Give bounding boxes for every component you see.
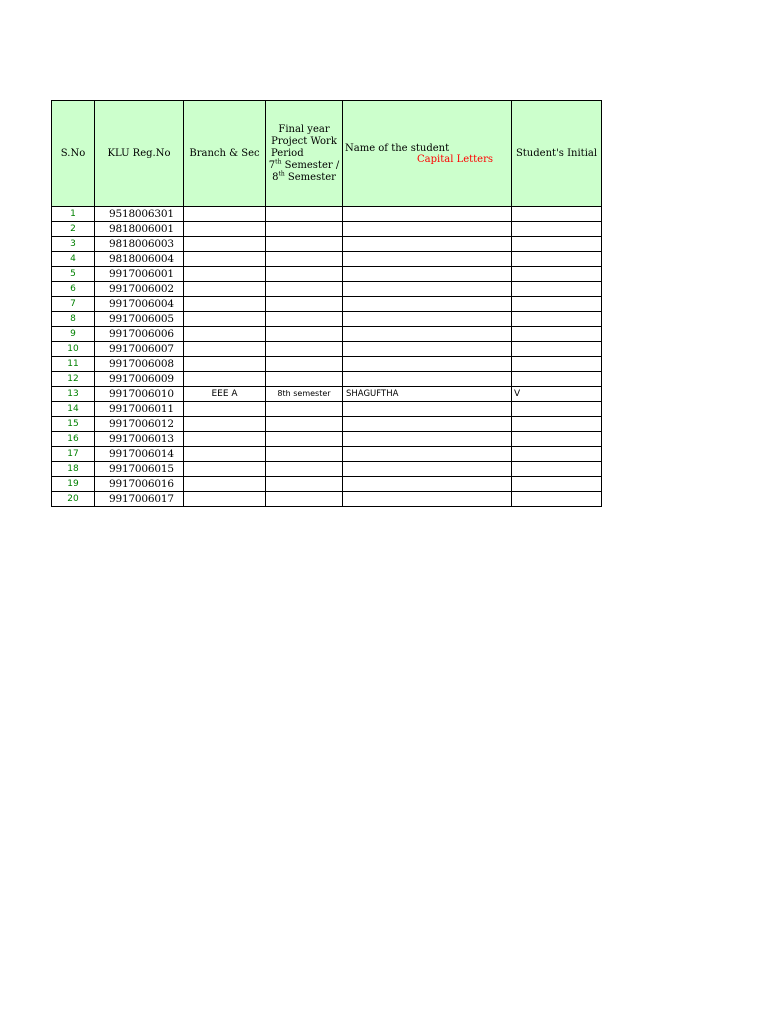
project-period-cell (266, 432, 343, 447)
student-initial-cell (512, 252, 602, 267)
table-row (52, 222, 602, 237)
header-student-name (343, 101, 512, 207)
reg-no-cell: 9917006017 (95, 492, 184, 507)
student-name-cell (343, 477, 512, 492)
branch-cell (184, 297, 266, 312)
header-period-line1: Final year (278, 123, 330, 135)
project-period-cell (266, 327, 343, 342)
reg-no-cell: 9917006016 (95, 477, 184, 492)
student-initial-cell: V (512, 387, 602, 402)
branch-cell (184, 207, 266, 222)
table-row (52, 342, 602, 357)
student-name-cell (343, 492, 512, 507)
student-initial-cell (512, 327, 602, 342)
branch-cell (184, 267, 266, 282)
sem8-suffix: th (278, 170, 285, 178)
student-name-cell (343, 237, 512, 252)
student-initial-cell (512, 312, 602, 327)
project-period-cell (266, 417, 343, 432)
student-name-cell (343, 282, 512, 297)
project-period-cell (266, 447, 343, 462)
student-initial-cell (512, 297, 602, 312)
table-row (52, 327, 602, 342)
table-row (52, 252, 602, 267)
header-period-sem8 (266, 172, 342, 184)
project-period-cell (266, 267, 343, 282)
table-row (52, 357, 602, 372)
serial-number-cell: 7 (52, 297, 95, 312)
branch-cell (184, 222, 266, 237)
student-initial-cell (512, 357, 602, 372)
project-period-cell (266, 462, 343, 477)
table-row (52, 387, 602, 402)
student-name-cell (343, 432, 512, 447)
reg-no-cell: 9917006014 (95, 447, 184, 462)
serial-number-cell: 18 (52, 462, 95, 477)
serial-number-cell: 3 (52, 237, 95, 252)
project-period-cell (266, 252, 343, 267)
branch-cell (184, 237, 266, 252)
project-period-cell (266, 372, 343, 387)
branch-cell (184, 312, 266, 327)
branch-cell (184, 432, 266, 447)
project-period-cell (266, 477, 343, 492)
reg-no-cell: 9818006001 (95, 222, 184, 237)
table-row (52, 237, 602, 252)
header-period-line2: Project Work (271, 135, 337, 147)
student-initial-cell (512, 477, 602, 492)
student-name-cell (343, 252, 512, 267)
branch-cell (184, 372, 266, 387)
reg-no-cell: 9917006004 (95, 297, 184, 312)
serial-number-cell: 16 (52, 432, 95, 447)
reg-no-cell: 9917006001 (95, 267, 184, 282)
serial-number-cell: 9 (52, 327, 95, 342)
project-period-cell (266, 342, 343, 357)
table-row (52, 312, 602, 327)
table-row (52, 462, 602, 477)
reg-no-cell: 9818006004 (95, 252, 184, 267)
student-name-cell: SHAGUFTHA (343, 387, 512, 402)
branch-cell (184, 492, 266, 507)
student-initial-cell (512, 267, 602, 282)
branch-cell (184, 342, 266, 357)
branch-cell (184, 282, 266, 297)
table-row (52, 492, 602, 507)
sem8-number: 8 (272, 171, 279, 183)
student-name-cell (343, 327, 512, 342)
header-name-note: Capital Letters (417, 153, 493, 165)
serial-number-cell: 5 (52, 267, 95, 282)
branch-cell: EEE A (184, 387, 266, 402)
table-row (52, 207, 602, 222)
serial-number-cell: 14 (52, 402, 95, 417)
header-reg-no: KLU Reg.No (95, 101, 184, 207)
serial-number-cell: 4 (52, 252, 95, 267)
serial-number-cell: 10 (52, 342, 95, 357)
header-row (52, 101, 602, 207)
student-initial-cell (512, 222, 602, 237)
serial-number-cell: 19 (52, 477, 95, 492)
student-initial-cell (512, 342, 602, 357)
table-row (52, 417, 602, 432)
project-period-cell (266, 297, 343, 312)
reg-no-cell: 9917006009 (95, 372, 184, 387)
project-period-cell (266, 237, 343, 252)
header-initial: Student's Initial (512, 101, 602, 207)
reg-no-cell: 9917006006 (95, 327, 184, 342)
student-name-cell (343, 372, 512, 387)
table-row (52, 282, 602, 297)
branch-cell (184, 252, 266, 267)
project-period-cell (266, 312, 343, 327)
table-row (52, 297, 602, 312)
student-initial-cell (512, 492, 602, 507)
header-name-label: Name of the student (345, 142, 450, 154)
sem7-text: Semester / (281, 159, 340, 171)
header-period-line3: Period (271, 147, 304, 159)
table-row (52, 447, 602, 462)
reg-no-cell: 9917006002 (95, 282, 184, 297)
project-period-cell: 8th semester (266, 387, 343, 402)
branch-cell (184, 327, 266, 342)
branch-cell (184, 447, 266, 462)
project-period-cell (266, 492, 343, 507)
student-name-cell (343, 417, 512, 432)
student-name-cell (343, 357, 512, 372)
serial-number-cell: 1 (52, 207, 95, 222)
branch-cell (184, 477, 266, 492)
table-row (52, 477, 602, 492)
student-name-cell (343, 297, 512, 312)
serial-number-cell: 20 (52, 492, 95, 507)
student-name-cell (343, 462, 512, 477)
sem7-number: 7 (268, 159, 276, 171)
header-sno: S.No (52, 101, 95, 207)
table-body (52, 207, 602, 507)
student-initial-cell (512, 462, 602, 477)
table-row (52, 402, 602, 417)
serial-number-cell: 2 (52, 222, 95, 237)
branch-cell (184, 402, 266, 417)
serial-number-cell: 11 (52, 357, 95, 372)
serial-number-cell: 13 (52, 387, 95, 402)
student-initial-cell (512, 402, 602, 417)
student-name-cell (343, 447, 512, 462)
student-initial-cell (512, 207, 602, 222)
reg-no-cell: 9917006013 (95, 432, 184, 447)
serial-number-cell: 17 (52, 447, 95, 462)
student-initial-cell (512, 372, 602, 387)
sem8-text: Semester (284, 171, 336, 183)
serial-number-cell: 12 (52, 372, 95, 387)
reg-no-cell: 9818006003 (95, 237, 184, 252)
student-name-cell (343, 267, 512, 282)
student-name-cell (343, 312, 512, 327)
student-initial-cell (512, 447, 602, 462)
table-row (52, 372, 602, 387)
serial-number-cell: 15 (52, 417, 95, 432)
sem7-suffix: th (275, 158, 282, 166)
project-period-cell (266, 357, 343, 372)
reg-no-cell: 9518006301 (95, 207, 184, 222)
student-initial-cell (512, 417, 602, 432)
table-row (52, 267, 602, 282)
student-name-cell (343, 207, 512, 222)
reg-no-cell: 9917006008 (95, 357, 184, 372)
student-name-cell (343, 342, 512, 357)
header-project-period (266, 101, 343, 207)
reg-no-cell: 9917006011 (95, 402, 184, 417)
reg-no-cell: 9917006010 (95, 387, 184, 402)
reg-no-cell: 9917006005 (95, 312, 184, 327)
student-initial-cell (512, 282, 602, 297)
student-initial-cell (512, 237, 602, 252)
reg-no-cell: 9917006012 (95, 417, 184, 432)
serial-number-cell: 8 (52, 312, 95, 327)
branch-cell (184, 417, 266, 432)
project-period-cell (266, 402, 343, 417)
table-row (52, 432, 602, 447)
project-period-cell (266, 222, 343, 237)
serial-number-cell: 6 (52, 282, 95, 297)
student-register-table (51, 100, 602, 507)
reg-no-cell: 9917006007 (95, 342, 184, 357)
header-branch: Branch & Sec (184, 101, 266, 207)
project-period-cell (266, 282, 343, 297)
student-initial-cell (512, 432, 602, 447)
branch-cell (184, 357, 266, 372)
project-period-cell (266, 207, 343, 222)
branch-cell (184, 462, 266, 477)
student-name-cell (343, 402, 512, 417)
reg-no-cell: 9917006015 (95, 462, 184, 477)
student-name-cell (343, 222, 512, 237)
